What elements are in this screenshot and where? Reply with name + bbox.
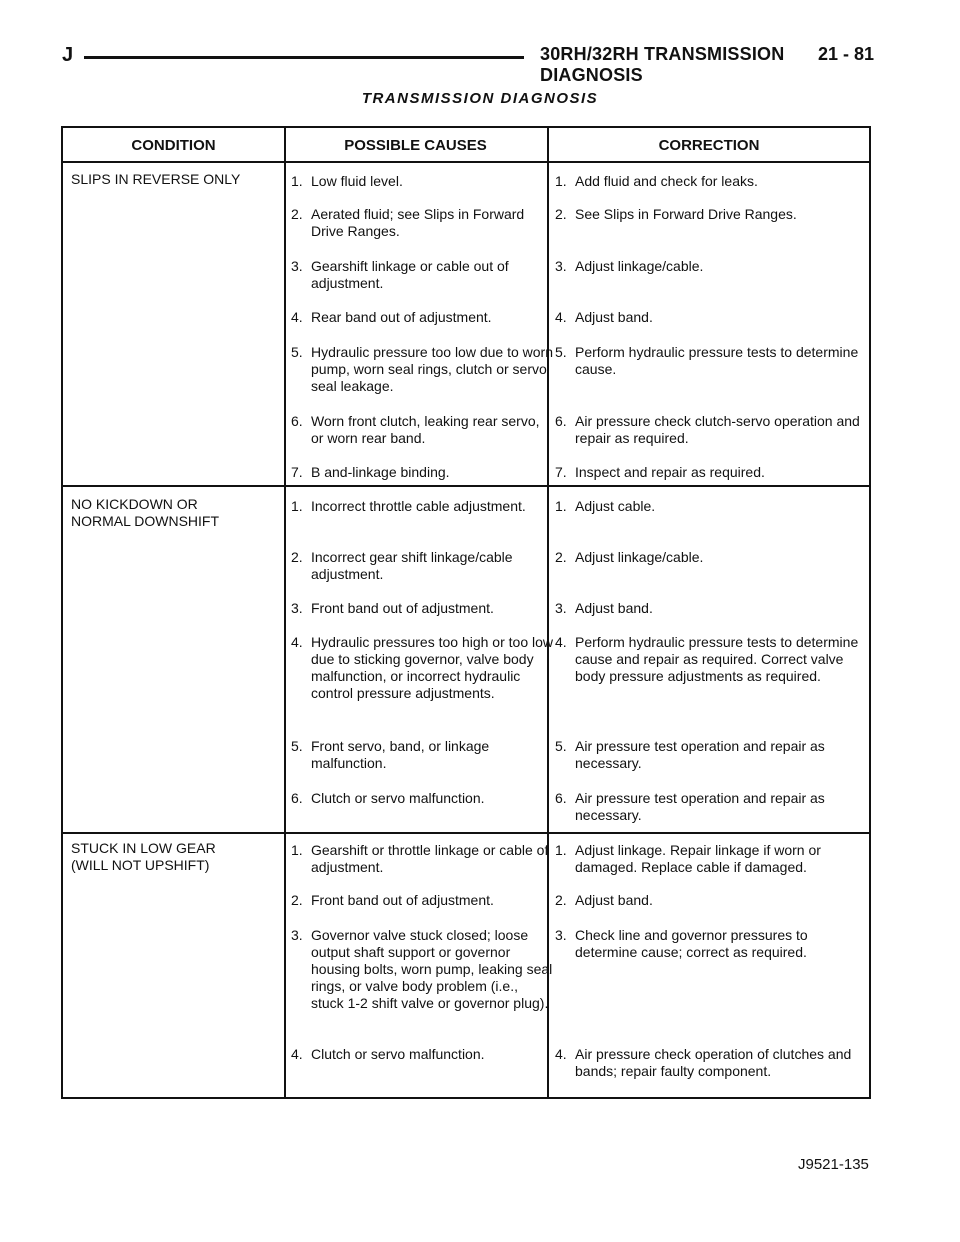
figure-code: J9521-135 <box>798 1156 869 1173</box>
cause-item: 1. Low fluid level. <box>291 173 403 189</box>
correction-item: 1. Adjust linkage. Repair linkage if worn or damaged. Replace cable if damaged. <box>555 842 821 875</box>
correction-item: 7. Inspect and repair as required. <box>555 464 765 480</box>
correction-item: 4. Adjust band. <box>555 309 653 325</box>
correction-item: 4. Air pressure check operation of clutches and bands; repair faulty component. <box>555 1046 852 1079</box>
condition-cell: STUCK IN LOW GEAR (WILL NOT UPSHIFT) <box>71 840 216 873</box>
cause-item: 1. Gearshift or throttle linkage or cable of adjustment. <box>291 842 549 875</box>
correction-item: 3. Adjust linkage/cable. <box>555 258 704 274</box>
section-divider <box>63 485 869 487</box>
cause-item: 5. Front servo, band, or linkage malfunction. <box>291 738 490 771</box>
condition-cell: SLIPS IN REVERSE ONLY <box>71 171 241 187</box>
correction-item: 1. Add fluid and check for leaks. <box>555 173 758 189</box>
header-rule <box>84 56 524 59</box>
cause-item: 4. Clutch or servo malfunction. <box>291 1046 485 1062</box>
diagnosis-table <box>61 126 871 1099</box>
document-title: TRANSMISSION DIAGNOSIS <box>361 90 599 107</box>
cause-item: 2. Front band out of adjustment. <box>291 892 494 908</box>
column-header-possible-causes: POSSIBLE CAUSES <box>344 137 487 154</box>
correction-item: 4. Perform hydraulic pressure tests to determine cause and repair as required. Correct valve body pressure adjustments as required. <box>555 634 859 684</box>
section-divider <box>63 832 869 834</box>
cause-item: 7. B and-linkage binding. <box>291 464 450 480</box>
correction-item: 6. Air pressure check clutch-servo operation and repair as required. <box>555 413 860 446</box>
header-row-divider <box>63 161 869 163</box>
correction-item: 5. Air pressure test operation and repair as necessary. <box>555 738 825 771</box>
correction-item: 2. See Slips in Forward Drive Ranges. <box>555 206 797 222</box>
correction-item: 5. Perform hydraulic pressure tests to determine cause. <box>555 344 859 377</box>
cause-item: 3. Governor valve stuck closed; loose output shaft support or governor housing bolts, worn pump, leaking seal rings, or valve body problem (i.e., stuck 1-2 shift valve or governor plug). <box>291 927 553 1011</box>
correction-item: 1. Adjust cable. <box>555 498 656 514</box>
column-header-condition: CONDITION <box>131 137 216 154</box>
correction-item: 6. Air pressure test operation and repair as necessary. <box>555 790 825 823</box>
column-header-correction: CORRECTION <box>658 137 760 154</box>
cause-item: 6. Worn front clutch, leaking rear servo, or worn rear band. <box>291 413 540 446</box>
correction-item: 3. Adjust band. <box>555 600 653 616</box>
correction-item: 2. Adjust linkage/cable. <box>555 549 704 565</box>
cause-item: 4. Rear band out of adjustment. <box>291 309 492 325</box>
column-divider <box>284 128 286 1097</box>
page-number: 21 - 81 <box>817 44 874 64</box>
cause-item: 3. Gearshift linkage or cable out of adjustment. <box>291 258 509 291</box>
cause-item: 2. Incorrect gear shift linkage/cable adjustment. <box>291 549 513 582</box>
cause-item: 3. Front band out of adjustment. <box>291 600 494 616</box>
cause-item: 5. Hydraulic pressure too low due to worn pump, worn seal rings, clutch or servo seal leakage. <box>291 344 554 394</box>
condition-cell: NO KICKDOWN OR NORMAL DOWNSHIFT <box>71 496 220 529</box>
header-title: 30RH/32RH TRANSMISSION DIAGNOSIS <box>540 44 785 85</box>
page-header <box>62 44 874 85</box>
cause-item: 6. Clutch or servo malfunction. <box>291 790 485 806</box>
correction-item: 2. Adjust band. <box>555 892 653 908</box>
cause-item: 2. Aerated fluid; see Slips in Forward Drive Ranges. <box>291 206 525 239</box>
cause-item: 1. Incorrect throttle cable adjustment. <box>291 498 526 514</box>
section-letter: J <box>62 44 74 66</box>
cause-item: 4. Hydraulic pressures too high or too low due to sticking governor, valve body malfunction, or incorrect hydraulic control pressure adjustments. <box>291 634 554 701</box>
correction-item: 3. Check line and governor pressures to determine cause; correct as required. <box>555 927 808 960</box>
